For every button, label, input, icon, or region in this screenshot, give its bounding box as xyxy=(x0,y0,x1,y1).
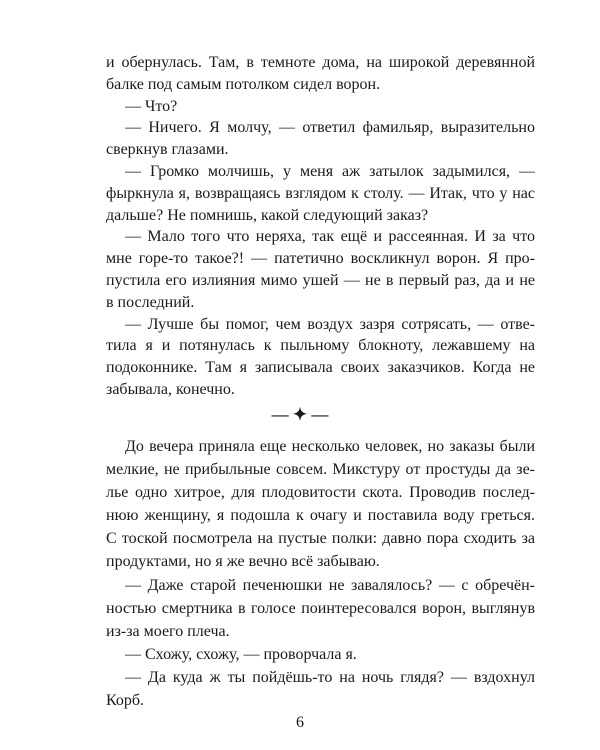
text-line: — Даже старой печенюшки не завалялось? — с обречён- xyxy=(125,577,535,594)
text-line: мелкие, не прибыльные совсем. Микстуру от простуды да зе- xyxy=(106,461,535,478)
text-line: Корб. xyxy=(106,692,145,709)
text-line: — Лучше бы помог, чем воздух зазря сотрясать, — отве- xyxy=(125,316,535,333)
text-line: — Громко молчишь, у меня аж затылок задымился, — xyxy=(125,163,535,180)
text-line: забывала, конечно. xyxy=(106,381,235,398)
text-line: — Схожу, схожу, — проворчала я. xyxy=(125,646,357,663)
text-line: нюю женщину, я подошла к очагу и поставила воду греться. xyxy=(106,507,535,524)
text-line: подоконнике. Там я записывала своих заказчиков. Когда не xyxy=(106,359,535,376)
text-line: продуктами, но я же вечно всё забываю. xyxy=(106,553,380,570)
text-line: сверкнув глазами. xyxy=(106,141,229,158)
page-number: 6 xyxy=(296,714,304,731)
text-line: балке под самым потолком сидел ворон. xyxy=(106,76,381,93)
text-line: фыркнула я, возвращаясь взглядом к столу. — Итак, что у нас xyxy=(106,185,535,202)
text-line: в последний. xyxy=(106,294,195,311)
text-line: — Что? xyxy=(125,98,178,115)
text-line: — Ничего. Я молчу, — ответил фамильяр, выразительно xyxy=(125,119,535,136)
text-line: До вечера приняла еще несколько человек, но заказы были xyxy=(125,438,535,455)
text-line: лье одно хитрое, для плодовитости скота. Проводив послед- xyxy=(106,484,535,501)
text-line: — Да куда ж ты пойдёшь-то на ночь глядя? — вздохнул xyxy=(125,669,535,686)
text-line: С тоской посмотрела на пустые полки: давно пора сходить за xyxy=(106,530,535,547)
text-line: пустила его излияния мимо ушей — не в первый раз, да и не xyxy=(106,272,535,289)
text-line: и обернулась. Там, в темноте дома, на широкой деревянной xyxy=(106,54,535,71)
text-line: из-за моего плеча. xyxy=(106,623,230,640)
text-line: тила я и потянулась к пыльному блокноту, лежавшему на xyxy=(106,337,535,354)
text-line: — Мало того что неряха, так ещё и рассеянная. И за что xyxy=(125,228,535,245)
section-separator: — ✦ — xyxy=(271,405,329,424)
text-line: дальше? Не помнишь, какой следующий заказ? xyxy=(106,207,429,224)
text-line: мне горе-то такое?! — патетично воскликнул ворон. Я про- xyxy=(106,250,535,267)
text-line: ностью смертника в голосе поинтересовался ворон, выглянув xyxy=(106,600,535,617)
